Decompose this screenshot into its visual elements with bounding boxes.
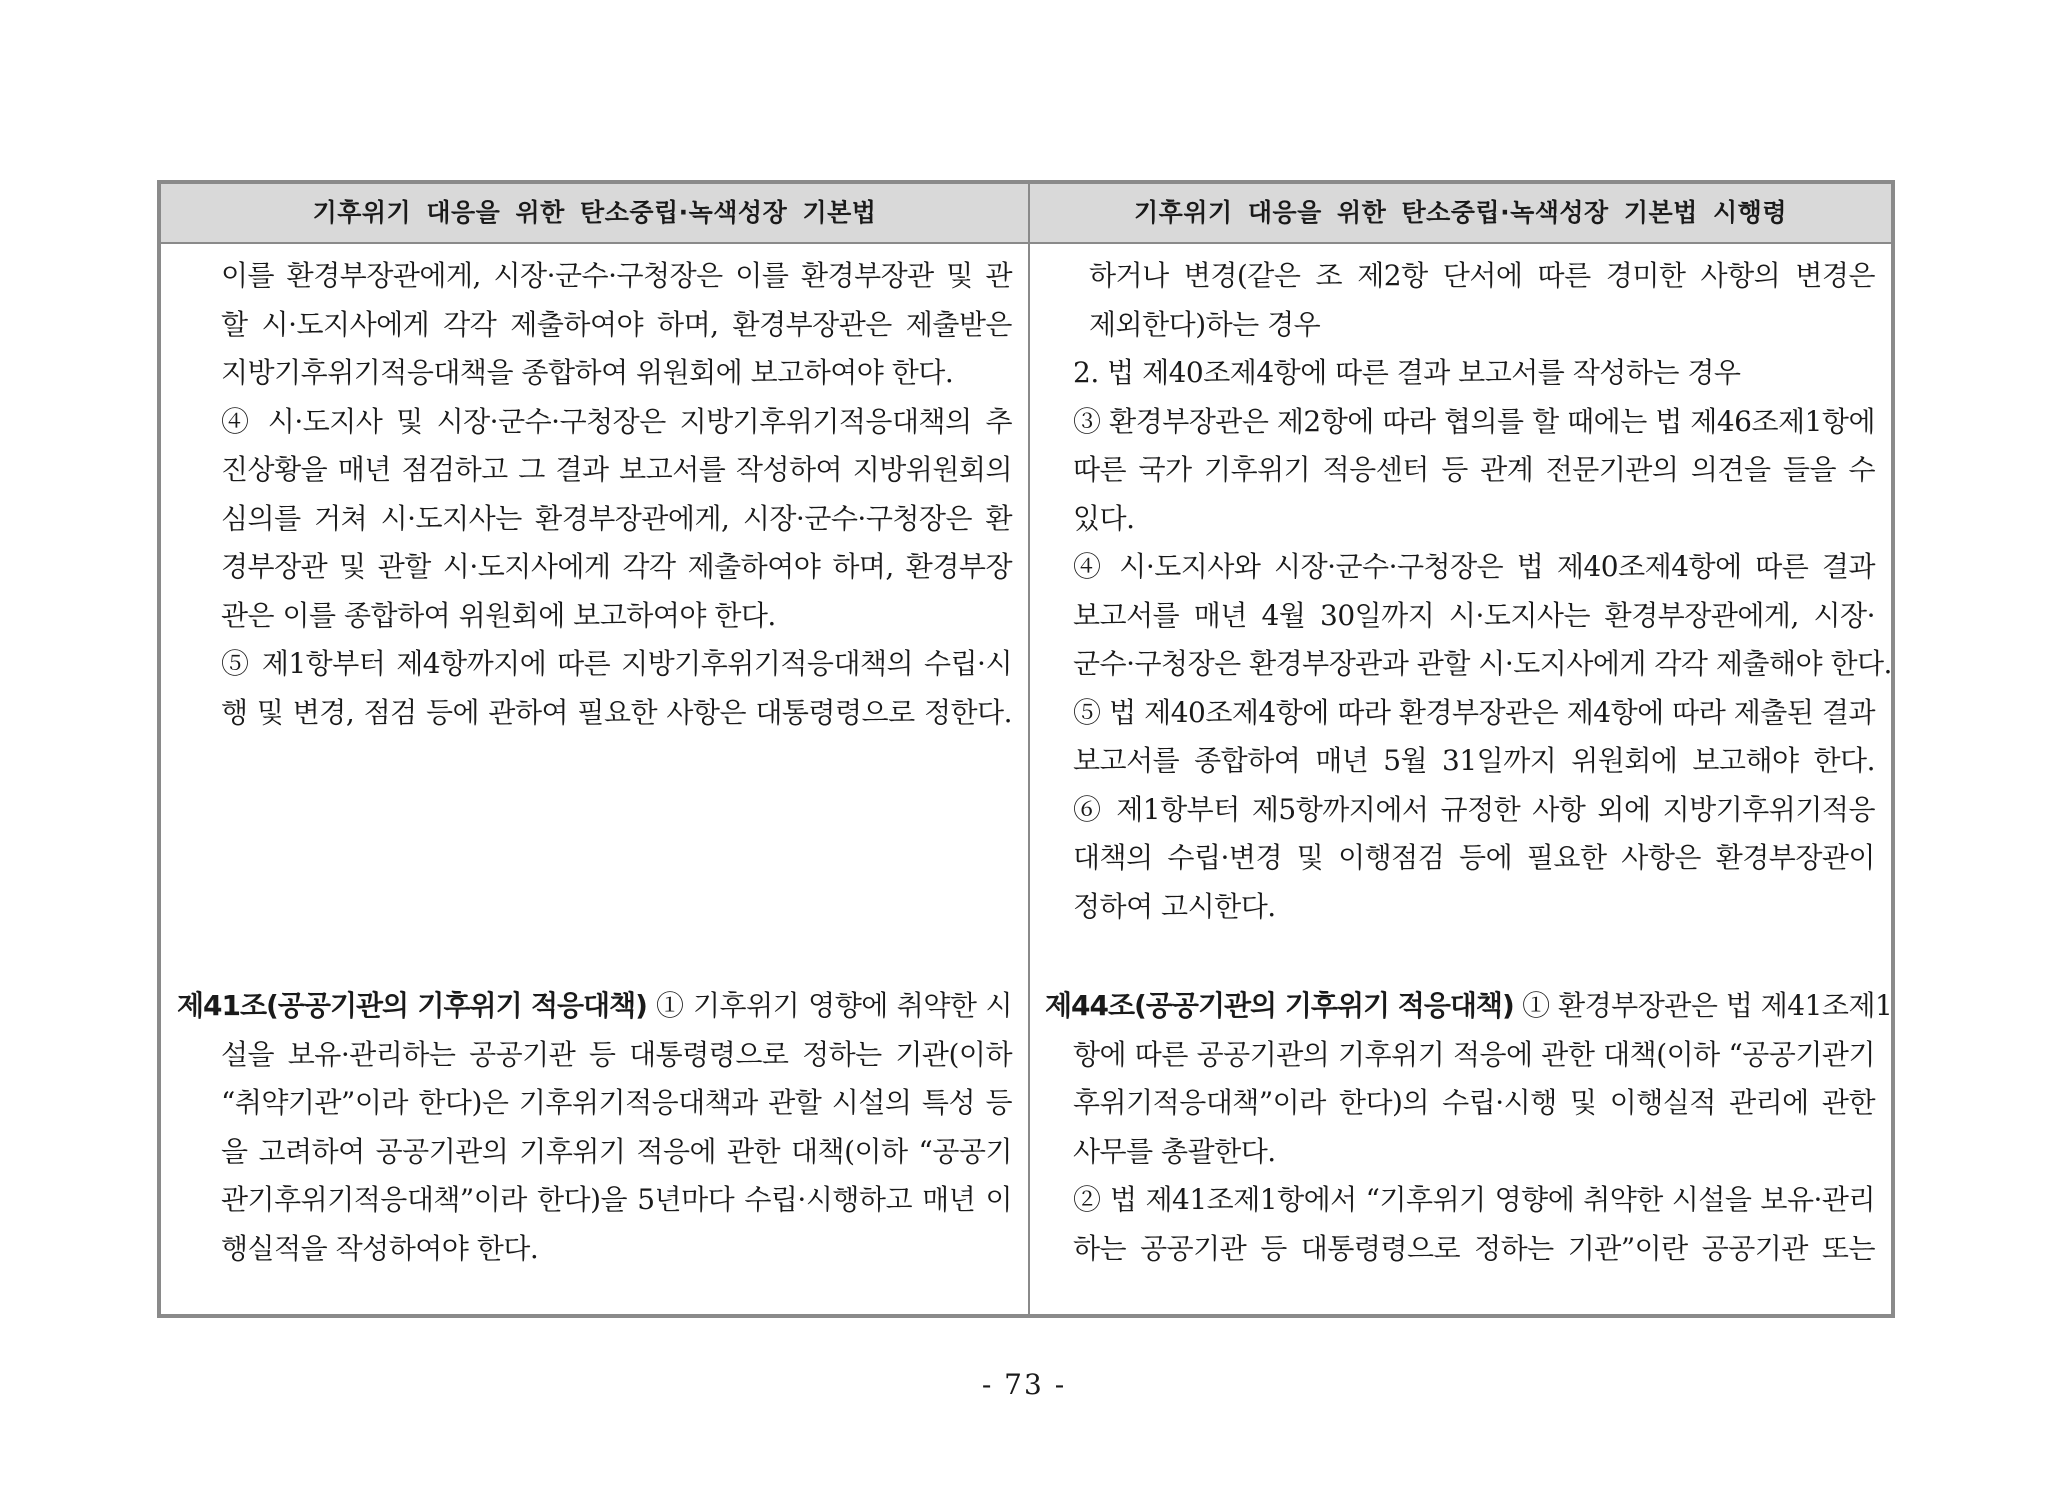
header-law: 기후위기 대응을 위한 탄소중립·녹색성장 기본법 — [312, 198, 877, 227]
text-line: 관은 이를 종합하여 위원회에 보고하여야 한다. — [221, 598, 776, 632]
text-line: 사무를 총괄한다. — [1073, 1134, 1276, 1168]
text-line: ④ 시·도지사와 시장·군수·구청장은 법 제40조제4항에 따른 결과 — [1073, 550, 1875, 583]
article-text: ① 기후위기 영향에 취약한 시 — [646, 989, 1012, 1022]
text-line: ⑤ 법 제40조제4항에 따라 환경부장관은 제4항에 따라 제출된 결과 — [1073, 695, 1875, 729]
text-line: 대책의 수립·변경 및 이행점검 등에 필요한 사항은 환경부장관이 — [1073, 841, 1875, 874]
text-line: 할 시·도지사에게 각각 제출하여야 하며, 환경부장관은 제출받은 — [221, 307, 1012, 341]
text-line: 하는 공공기관 등 대통령령으로 정하는 기관”이란 공공기관 또는 — [1073, 1231, 1875, 1265]
text-line: 보고서를 종합하여 매년 5월 31일까지 위원회에 보고해야 한다. — [1073, 744, 1875, 777]
text-line: ⑥ 제1항부터 제5항까지에서 규정한 사항 외에 지방기후위기적응 — [1073, 792, 1875, 826]
text-line: 보고서를 매년 4월 30일까지 시·도지사는 환경부장관에게, 시장· — [1073, 598, 1875, 632]
text-line: 항에 따른 공공기관의 기후위기 적응에 관한 대책(이하 “공공기관기 — [1073, 1037, 1875, 1071]
text-line: ⑤ 제1항부터 제4항까지에 따른 지방기후위기적응대책의 수립·시 — [221, 647, 1012, 680]
text-line: 진상황을 매년 점검하고 그 결과 보고서를 작성하여 지방위원회의 — [221, 453, 1012, 486]
right-column-top — [1045, 252, 1892, 931]
text-line: 을 고려하여 공공기관의 기후위기 적응에 관한 대책(이하 “공공기 — [221, 1134, 1012, 1168]
text-line: “취약기관”이라 한다)은 기후위기적응대책과 관할 시설의 특성 등 — [221, 1086, 1012, 1119]
page-number: - 73 - — [981, 1368, 1067, 1401]
text-line: 심의를 거쳐 시·도지사는 환경부장관에게, 시장·군수·구청장은 환 — [221, 501, 1012, 535]
text-line: 후위기적응대책”이라 한다)의 수립·시행 및 이행실적 관리에 관한 — [1073, 1086, 1875, 1119]
text-line: 행실적을 작성하여야 한다. — [221, 1231, 539, 1265]
table-header-row — [161, 184, 1891, 244]
article-first-line — [1045, 982, 1893, 1031]
article-title: 제41조(공공기관의 기후위기 적응대책) — [177, 989, 647, 1022]
article-first-line — [177, 982, 1012, 1031]
left-column-top — [177, 252, 1012, 737]
text-line: ③ 환경부장관은 제2항에 따라 협의를 할 때에는 법 제46조제1항에 — [1073, 404, 1875, 438]
right-article-44 — [1045, 982, 1893, 1273]
text-line: 2. 법 제40조제4항에 따른 결과 보고서를 작성하는 경우 — [1073, 356, 1741, 389]
column-divider — [1028, 184, 1030, 1314]
text-line: ④ 시·도지사 및 시장·군수·구청장은 지방기후위기적응대책의 추 — [221, 404, 1012, 438]
text-line: 행 및 변경, 점검 등에 관하여 필요한 사항은 대통령령으로 정한다. — [221, 695, 1012, 729]
comparison-table — [157, 180, 1895, 1318]
left-article-41 — [177, 982, 1012, 1273]
text-line: 하거나 변경(같은 조 제2항 단서에 따른 경미한 사항의 변경은 — [1089, 259, 1875, 292]
text-line: 있다. — [1073, 501, 1135, 535]
text-line: 설을 보유·관리하는 공공기관 등 대통령령으로 정하는 기관(이하 — [221, 1037, 1012, 1071]
text-line: 관기후위기적응대책”이라 한다)을 5년마다 수립·시행하고 매년 이 — [221, 1183, 1012, 1216]
text-line: 이를 환경부장관에게, 시장·군수·구청장은 이를 환경부장관 및 관 — [221, 259, 1012, 292]
article-title: 제44조(공공기관의 기후위기 적응대책) — [1045, 989, 1514, 1022]
text-line: ② 법 제41조제1항에서 “기후위기 영향에 취약한 시설을 보유·관리 — [1073, 1183, 1875, 1216]
header-enforcement-decree: 기후위기 대응을 위한 탄소중립·녹색성장 기본법 시행령 — [1134, 198, 1787, 227]
text-line: 경부장관 및 관할 시·도지사에게 각각 제출하여야 하며, 환경부장 — [221, 550, 1012, 583]
text-line: 지방기후위기적응대책을 종합하여 위원회에 보고하여야 한다. — [221, 356, 954, 389]
text-line: 따른 국가 기후위기 적응센터 등 관계 전문기관의 의견을 들을 수 — [1073, 453, 1875, 486]
article-text: ① 환경부장관은 법 제41조제1 — [1513, 989, 1893, 1022]
text-line: 정하여 고시한다. — [1073, 889, 1276, 923]
text-line: 제외한다)하는 경우 — [1089, 307, 1321, 341]
text-line: 군수·구청장은 환경부장관과 관할 시·도지사에게 각각 제출해야 한다. — [1073, 647, 1892, 680]
